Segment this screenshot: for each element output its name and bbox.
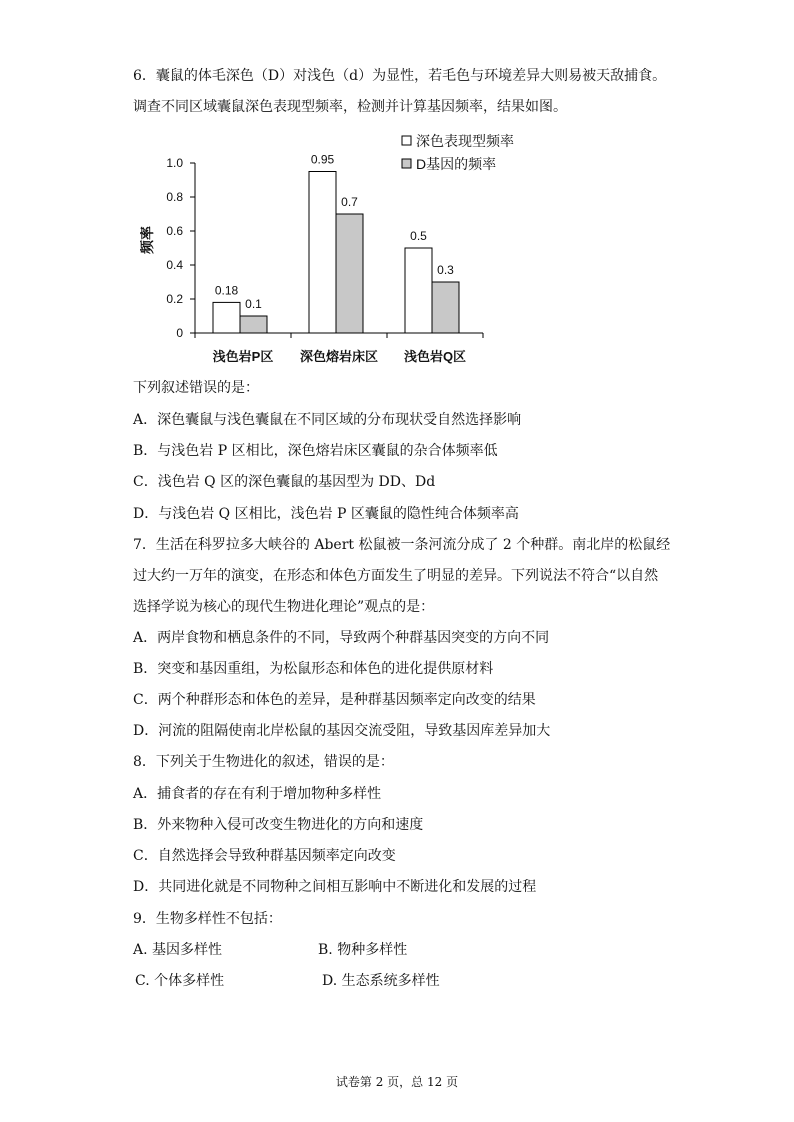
legend-label: 深色表现型频率: [416, 133, 514, 149]
q8-option-d: D．共同进化就是不同物种之间相互影响中不断进化和发展的过程: [133, 879, 537, 895]
q7-option-a: A．两岸食物和栖息条件的不同，导致两个种群基因突变的方向不同: [133, 630, 550, 646]
data-label: 0.3: [437, 263, 454, 277]
q9-stem: 9．生物多样性不包括：: [133, 911, 282, 927]
q6-stem-line1: 6．囊鼠的体毛深色（D）对浅色（d）为显性，若毛色与环境差异大则易被天敌捕食。: [133, 68, 667, 84]
q7-stem-line1: 7．生活在科罗拉多大峡谷的 Abert 松鼠被一条河流分成了 2 个种群。南北岸的松鼠经: [133, 537, 671, 553]
x-tick-label: 深色熔岩床区: [299, 349, 379, 364]
legend-swatch: [402, 136, 411, 145]
q7-option-d: D．河流的阻隔使南北岸松鼠的基因交流受阻，导致基因库差异加大: [133, 723, 551, 739]
data-label: 0.1: [245, 297, 262, 311]
y-tick-label: 0.2: [166, 292, 183, 306]
x-tick-label: 浅色岩Q区: [403, 349, 467, 364]
data-label: 0.18: [214, 283, 239, 298]
q6-option-d: D．与浅色岩 Q 区相比，浅色岩 P 区囊鼠的隐性纯合体频率高: [133, 506, 519, 522]
data-label: 0.7: [341, 195, 358, 209]
y-tick-label: 0.8: [166, 190, 183, 204]
q8-option-b: B．外来物种入侵可改变生物进化的方向和速度: [133, 817, 424, 833]
y-tick-label: 0: [176, 326, 183, 340]
bar: [309, 172, 336, 334]
y-tick-label: 0.4: [166, 258, 183, 272]
legend-swatch: [402, 159, 411, 168]
data-label: 0.95: [310, 152, 335, 167]
q9-option-b: B. 物种多样性: [318, 942, 408, 958]
q8-stem: 8．下列关于生物进化的叙述，错误的是：: [133, 754, 394, 770]
x-tick-label: 浅色岩P区: [212, 349, 274, 364]
page-footer: 试卷第 2 页，总 12 页: [335, 1075, 459, 1089]
y-axis-label: 频率: [140, 226, 155, 254]
q6-stem-line2: 调查不同区域囊鼠深色表现型频率，检测并计算基因频率，结果如图。: [133, 99, 567, 115]
y-tick-label: 1.0: [166, 156, 183, 170]
y-tick-label: 0.6: [166, 224, 183, 238]
legend-label: D基因的频率: [416, 156, 497, 172]
q9-option-d: D. 生态系统多样性: [322, 973, 440, 989]
q8-option-a: A．捕食者的存在有利于增加物种多样性: [133, 786, 382, 802]
bar: [405, 248, 432, 333]
q7-option-b: B．突变和基因重组，为松鼠形态和体色的进化提供原材料: [133, 661, 494, 677]
q7-option-c: C．两个种群形态和体色的差异，是种群基因频率定向改变的结果: [133, 692, 536, 708]
q6-option-a: A．深色囊鼠与浅色囊鼠在不同区域的分布现状受自然选择影响: [133, 412, 522, 428]
bar: [213, 302, 240, 333]
q9-option-c: C. 个体多样性: [135, 973, 225, 989]
bar-chart: [140, 128, 540, 376]
q9-option-a: A. 基因多样性: [133, 942, 223, 958]
q8-option-c: C．自然选择会导致种群基因频率定向改变: [133, 848, 396, 864]
bar: [432, 282, 459, 333]
data-label: 0.5: [410, 229, 427, 243]
bar: [336, 214, 363, 333]
q7-stem-line3: 选择学说为核心的现代生物进化理论”观点的是：: [133, 599, 435, 615]
q7-stem-line2: 过大约一万年的演变，在形态和体色方面发生了明显的差异。下列说法不符合“以自然: [133, 568, 659, 584]
q6-prompt: 下列叙述错误的是：: [133, 380, 259, 396]
q6-option-b: B．与浅色岩 P 区相比，深色熔岩床区囊鼠的杂合体频率低: [133, 443, 498, 459]
q6-option-c: C．浅色岩 Q 区的深色囊鼠的基因型为 DD、Dd: [133, 474, 436, 490]
bar: [240, 316, 267, 333]
bar-chart-svg: [140, 128, 540, 376]
